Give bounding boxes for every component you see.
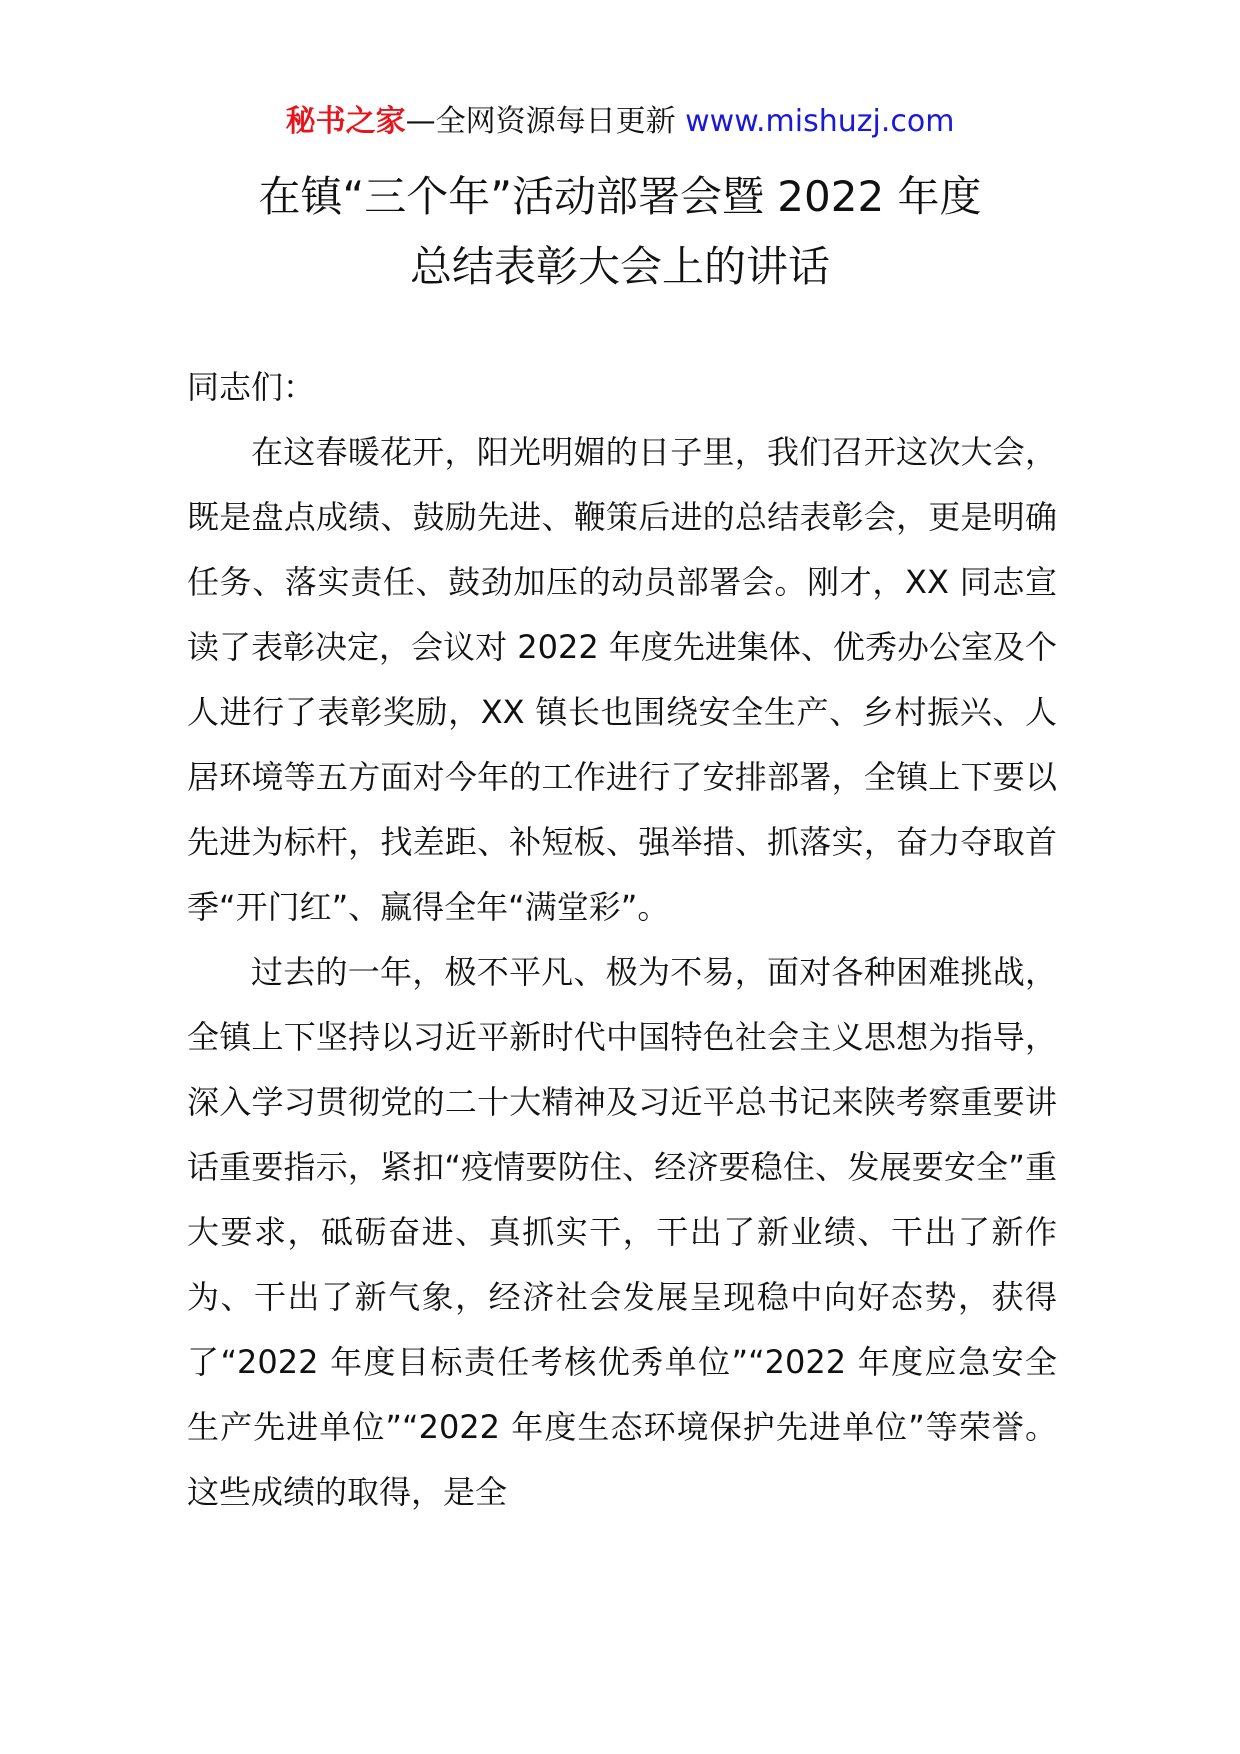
site-url-link[interactable]: www.mishuzj.com <box>685 104 955 139</box>
site-header <box>0 102 1240 142</box>
title-line-2: 总结表彰大会上的讲话 <box>409 242 830 291</box>
paragraph-2: 过去的一年，极不平凡、极为不易，面对各种困难挑战，全镇上下坚持以习近平新时代中国特色社会主义思想为指导，深入学习贯彻党的二十大精神及习近平总书记来陕考察重要讲话重要指示，紧扣“疫情要防住、经济要稳住、发展要安全”重大要求，砥砺奋进、真抓实干，干出了新业绩、干出了新作为、干出了新气象，经济社会发展呈现稳中向好态势，获得了“2022 年度目标责任考核优秀单位”“2022 年度应急安全生产先进单位”“2022 年度生态环境保护先进单位”等荣誉。这些成绩的取得，是全 <box>187 953 1057 1511</box>
document-title <box>0 162 1240 302</box>
site-slogan: —全网资源每日更新 <box>405 104 686 139</box>
site-brand: 秘书之家 <box>285 104 406 139</box>
title-line-1: 在镇“三个年”活动部署会暨 2022 年度 <box>258 172 982 221</box>
document-body <box>187 355 1057 1525</box>
greeting: 同志们： <box>187 368 316 406</box>
paragraph-1: 在这春暖花开，阳光明媚的日子里，我们召开这次大会，既是盘点成绩、鼓励先进、鞭策后进的总结表彰会，更是明确任务、落实责任、鼓劲加压的动员部署会。刚才，XX 同志宣读了表彰决定，会议对 2022 年度先进集体、优秀办公室及个人进行了表彰奖励，XX 镇长也围绕安全生产、乡村振兴、人居环境等五方面对今年的工作进行了安排部署，全镇上下要以先进为标杆，找差距、补短板、强举措、抓落实，奋力夺取首季“开门红”、赢得全年“满堂彩”。 <box>187 433 1057 926</box>
